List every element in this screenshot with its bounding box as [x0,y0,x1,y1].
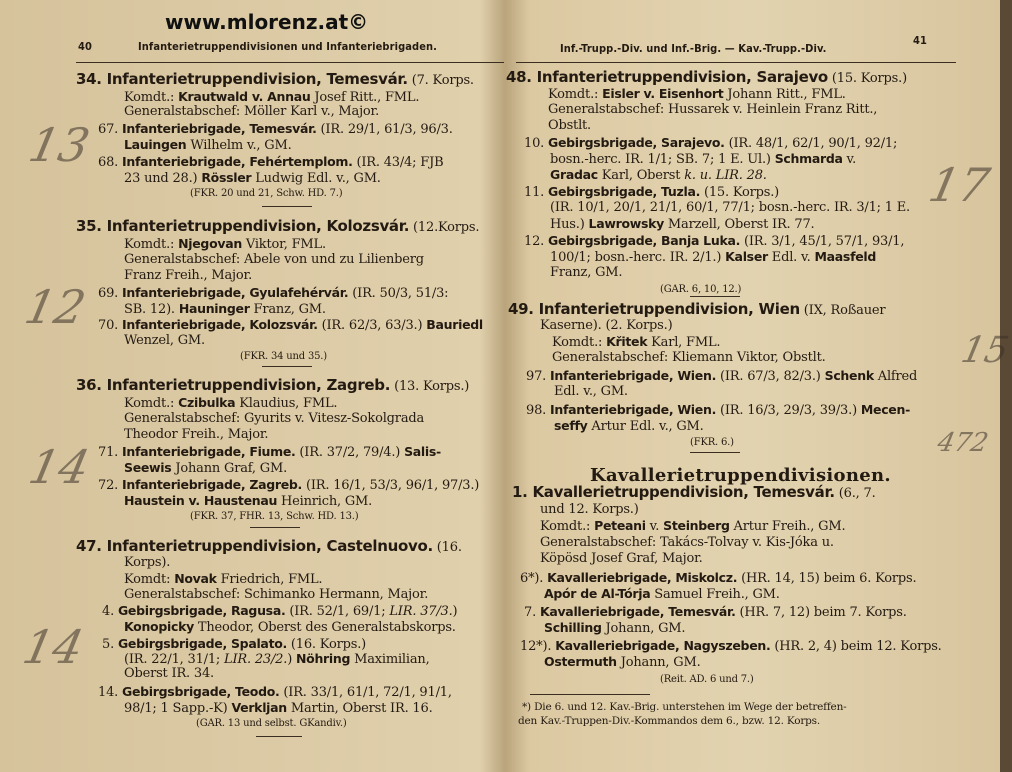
left-text-line: 67. Infanteriebrigade, Temesvár. (IR. 29/1, 61/3, 96/3. [98,121,453,137]
right-text-line: (Reit. AD. 6 und 7.) [660,674,754,685]
pencil-mark: 17 [924,158,995,212]
cavalry-section-title: Kavallerietruppendivisionen. [590,465,891,486]
right-text-line: 1. Kavallerietruppendivision, Temesvár. (6., 7. [512,483,876,501]
pencil-mark: 15 [957,330,1012,371]
left-text-line: Theodor Freih., Major. [124,427,269,442]
right-page-number: 41 [913,34,927,47]
left-text-line: Komdt.: Njegovan Viktor, FML. [124,236,326,252]
right-text-line: Ostermuth Johann, GM. [544,654,701,670]
left-text-line: 34. Infanterietruppendivision, Temesvár. (7. Korps. [76,70,474,88]
right-text-line: Komdt.: Křitek Karl, FML. [552,334,721,350]
left-text-line: Wenzel, GM. [124,333,205,348]
left-text-line: Generalstabschef: Gyurits v. Vitesz-Sokolgrada [124,411,425,426]
right-text-line: 12. Gebirgsbrigade, Banja Luka. (IR. 3/1, 45/1, 57/1, 93/1, [524,233,905,249]
left-page-number: 40 [78,40,92,53]
right-text-line: (GAR. 6, 10, 12.) [660,284,742,295]
right-text-line: Komdt.: Peteani v. Steinberg Artur Freih., GM. [540,518,846,534]
pencil-mark: 12 [20,280,91,334]
left-text-line: Lauingen Wilhelm v., GM. [124,137,292,153]
left-text-line: Franz Freih., Major. [124,268,253,283]
right-text-line: 6*). Kavalleriebrigade, Miskolcz. (HR. 14, 15) beim 6. Korps. [520,570,917,586]
left-text-line: 14. Gebirgsbrigade, Teodo. (IR. 33/1, 61/1, 72/1, 91/1, [98,684,452,700]
right-text-line: 48. Infanterietruppendivision, Sarajevo (15. Korps.) [506,68,907,86]
right-text-line: Franz, GM. [550,265,623,280]
left-text-line: 47. Infanterietruppendivision, Castelnuovo. (16. [76,537,462,555]
left-text-line: 68. Infanteriebrigade, Fehértemplom. (IR. 43/4; FJB [98,154,444,170]
right-text-line: 98. Infanteriebrigade, Wien. (IR. 16/3, 29/3, 39/3.) Mecen- [526,402,910,418]
right-text-line: 7. Kavalleriebrigade, Temesvár. (HR. 7, 12) beim 7. Korps. [524,604,907,620]
section-divider [262,366,312,367]
right-text-line: Obstlt. [548,118,591,133]
section-divider [262,206,312,207]
left-text-line: 23 und 28.) Rössler Ludwig Edl. v., GM. [124,170,381,186]
left-text-line: (IR. 22/1, 31/1; LIR. 23/2.) Nöhring Maximilian, [124,651,430,667]
section-divider [250,527,300,528]
right-text-line: bosn.-herc. IR. 1/1; SB. 7; 1 E. Ul.) Schmarda v. [550,151,857,167]
right-text-line: Komdt.: Eisler v. Eisenhort Johann Ritt., FML. [548,86,846,102]
left-text-line: 98/1; 1 Sapp.-K) Verkljan Martin, Oberst IR. 16. [124,700,433,716]
pencil-mark: 13 [24,118,95,172]
right-text-line: 100/1; bosn.-herc. IR. 2/1.) Kalser Edl. v. Maasfeld [550,249,877,265]
left-text-line: 36. Infanterietruppendivision, Zagreb. (13. Korps.) [76,376,470,394]
pencil-mark: 14 [24,440,95,494]
watermark: www.mlorenz.at© [165,10,369,34]
pencil-mark: 14 [18,620,89,674]
right-text-line: Edl. v., GM. [554,384,628,399]
right-text-line: 49. Infanterietruppendivision, Wien (IX, Roßauer [508,300,886,318]
left-page-header: Infanterietruppendivisionen und Infanteriebrigaden. [138,40,438,53]
right-text-line: Hus.) Lawrowsky Marzell, Oberst IR. 77. [550,216,815,232]
left-text-line: 4. Gebirgsbrigade, Ragusa. (IR. 52/1, 69/1; LIR. 37/3.) [102,603,458,619]
right-text-line: Kaserne). (2. Korps.) [540,318,673,333]
right-page [506,0,1000,772]
section-divider [690,296,740,297]
pencil-mark: 472 [934,428,991,458]
right-text-line: 12*). Kavalleriebrigade, Nagyszeben. (HR. 2, 4) beim 12. Korps. [520,638,942,654]
right-header-rule [516,62,956,63]
right-text-line: (FKR. 6.) [690,437,734,448]
right-page-header: Inf.-Trupp.-Div. und Inf.-Brig. — Kav.-Trupp.-Div. [560,42,827,55]
left-text-line: SB. 12). Hauninger Franz, GM. [124,301,326,317]
left-text-line: Generalstabschef: Abele von und zu Lilienberg [124,252,424,267]
right-text-line: (IR. 10/1, 20/1, 21/1, 60/1, 77/1; bosn.-herc. IR. 3/1; 1 E. [550,200,910,215]
left-text-line: 71. Infanteriebrigade, Fiume. (IR. 37/2, 79/4.) Salis- [98,444,441,460]
right-text-line: Köpösd Josef Graf, Major. [540,551,703,566]
right-text-line: Apór de Al-Tórja Samuel Freih., GM. [544,586,780,602]
left-text-line: Komdt.: Krautwald v. Annau Josef Ritt., FML. [124,89,420,105]
left-text-line: (FKR. 20 und 21, Schw. HD. 7.) [190,188,343,199]
left-text-line: 5. Gebirgsbrigade, Spalato. (16. Korps.) [102,636,366,652]
left-text-line: Oberst IR. 34. [124,666,214,681]
left-text-line: Korps). [124,555,171,570]
section-divider [256,736,302,737]
left-text-line: Konopicky Theodor, Oberst des Generalstabskorps. [124,619,456,635]
left-text-line: Seewis Johann Graf, GM. [124,460,287,476]
left-text-line: 70. Infanteriebrigade, Kolozsvár. (IR. 62/3, 63/3.) Bauriedl [98,317,483,333]
left-text-line: 35. Infanterietruppendivision, Kolozsvár. (12.Korps. [76,217,480,235]
right-text-line: 10. Gebirgsbrigade, Sarajevo. (IR. 48/1, 62/1, 90/1, 92/1; [524,135,898,151]
left-text-line: Generalstabschef: Schimanko Hermann, Major. [124,587,429,602]
right-text-line: Schilling Johann, GM. [544,620,686,636]
right-text-line: 97. Infanteriebrigade, Wien. (IR. 67/3, 82/3.) Schenk Alfred [526,368,918,384]
left-text-line: (FKR. 37, FHR. 13, Schw. HD. 13.) [190,511,359,522]
right-text-line: Generalstabschef: Hussarek v. Heinlein Franz Ritt., [548,102,878,117]
left-header-rule [76,62,504,63]
left-text-line: Haustein v. Haustenau Heinrich, GM. [124,493,373,509]
right-text-line: Generalstabschef: Kliemann Viktor, Obstlt. [552,350,826,365]
section-divider [530,694,650,695]
left-text-line: 72. Infanteriebrigade, Zagreb. (IR. 16/1, 53/3, 96/1, 97/3.) [98,477,480,493]
left-text-line: Generalstabschef: Möller Karl v., Major. [124,104,380,119]
left-text-line: (FKR. 34 und 35.) [240,351,327,362]
right-text-line: Generalstabschef: Takács-Tolvay v. Kis-Jóka u. [540,535,834,550]
left-text-line: Komdt: Novak Friedrich, FML. [124,571,323,587]
right-text-line: Gradac Karl, Oberst k. u. LIR. 28. [550,167,767,183]
left-text-line: 69. Infanteriebrigade, Gyulafehérvár. (IR. 50/3, 51/3: [98,285,449,301]
right-text-line: und 12. Korps.) [540,502,639,517]
right-text-line: *) Die 6. und 12. Kav.-Brig. unterstehen im Wege der betreffen- [522,701,847,713]
left-text-line: Komdt.: Czibulka Klaudius, FML. [124,395,338,411]
left-text-line: (GAR. 13 und selbst. GKandiv.) [196,718,347,729]
right-text-line: 11. Gebirgsbrigade, Tuzla. (15. Korps.) [524,184,780,200]
right-text-line: den Kav.-Truppen-Div.-Kommandos dem 6., bzw. 12. Korps. [518,715,821,727]
section-divider [690,452,740,453]
right-text-line: seffy Artur Edl. v., GM. [554,418,704,434]
